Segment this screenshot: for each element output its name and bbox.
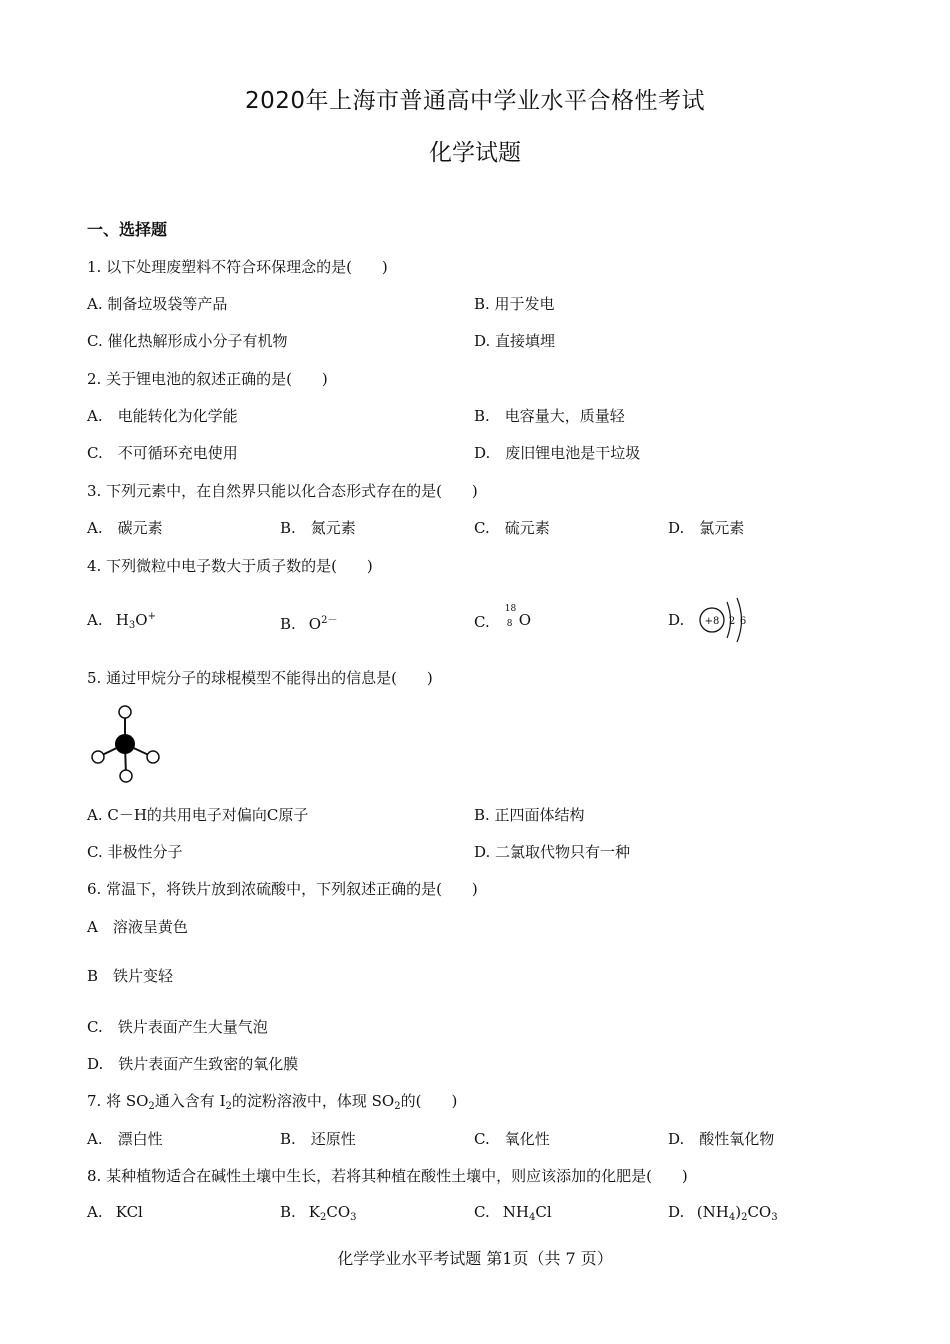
mass-number: 18 — [504, 604, 517, 614]
section-heading: 一、选择题 — [87, 220, 168, 239]
option-label: A. — [87, 1203, 103, 1221]
option-label: C. — [474, 1203, 490, 1221]
option-label: B. — [280, 615, 296, 633]
atom-structure-diagram — [696, 595, 752, 645]
question-2-option-d: D. 废旧锂电池是干垃圾 — [474, 444, 641, 462]
question-4-option-c — [474, 604, 539, 631]
question-6-option-c: C. 铁片表面产生大量气泡 — [87, 1018, 268, 1036]
question-8-stem: 8. 某种植物适合在碱性土壤中生长，若将其种植在酸性土壤中，则应该添加的化肥是( ) — [87, 1167, 688, 1185]
option-label: A. — [87, 611, 103, 629]
question-2-option-a: A. 电能转化为化学能 — [87, 407, 238, 425]
question-4-option-b — [280, 611, 337, 633]
question-2-option-b: B. 电容量大，质量轻 — [474, 407, 625, 425]
element-symbol: O — [518, 611, 532, 629]
option-label: D. — [668, 1203, 685, 1221]
question-6-stem: 6. 常温下，将铁片放到浓硫酸中，下列叙述正确的是( ) — [87, 880, 478, 898]
question-8-option-c — [474, 1203, 552, 1223]
option-label: D. — [668, 611, 685, 629]
formula-kcl: KCl — [115, 1203, 143, 1221]
option-label: C. — [474, 613, 490, 631]
question-1-stem: 1. 以下处理废塑料不符合环保理念的是( ) — [87, 258, 388, 276]
question-6-option-a: A 溶液呈黄色 — [87, 918, 188, 936]
formula-nh4cl: $NH_4Cl$ — [502, 1203, 552, 1223]
question-4-option-a — [87, 611, 156, 631]
page-subtitle: 化学试题 — [429, 140, 521, 166]
shell-1-electrons: 2 — [728, 616, 736, 627]
formula-h3o: $H_3O^+$ — [115, 611, 156, 631]
question-7-option-c: C. 氧化性 — [474, 1130, 550, 1148]
question-5-option-d: D. 二氯取代物只有一种 — [474, 843, 631, 861]
question-1-option-b: B. 用于发电 — [474, 295, 555, 313]
question-2-stem: 2. 关于锂电池的叙述正确的是( ) — [87, 370, 328, 388]
question-3-stem: 3. 下列元素中，在自然界只能以化合态形式存在的是( ) — [87, 482, 478, 500]
question-5-option-b: B. 正四面体结构 — [474, 806, 585, 824]
formula-k2co3: $K_2CO_3$ — [308, 1203, 357, 1223]
page-footer: 化学学业水平考试题 第1页（共 7 页） — [337, 1249, 613, 1268]
question-1-option-a: A. 制备垃圾袋等产品 — [87, 295, 228, 313]
nucleus-charge: +8 — [704, 616, 720, 627]
question-6-option-d: D. 铁片表面产生致密的氧化膜 — [87, 1055, 299, 1073]
formula-nh4-2co3: $(NH_4)_2CO_3$ — [696, 1203, 778, 1223]
page-title: 2020年上海市普通高中学业水平合格性考试 — [244, 88, 706, 114]
question-1-option-d: D. 直接填埋 — [474, 332, 556, 350]
question-7-option-a: A. 漂白性 — [87, 1130, 163, 1148]
question-3-option-d: D. 氯元素 — [668, 519, 745, 537]
question-8-option-a — [87, 1203, 143, 1221]
question-4-stem: 4. 下列微粒中电子数大于质子数的是( ) — [87, 557, 373, 575]
question-5-option-a: A. C－H的共用电子对偏向C原子 — [87, 806, 309, 824]
nuclide-o18 — [503, 604, 539, 631]
question-6-option-b: B 铁片变轻 — [87, 967, 174, 985]
question-2-option-c: C. 不可循环充电使用 — [87, 444, 238, 462]
question-3-option-c: C. 硫元素 — [474, 519, 550, 537]
question-8-option-d — [668, 1203, 778, 1223]
question-5-stem: 5. 通过甲烷分子的球棍模型不能得出的信息是( ) — [87, 669, 433, 687]
question-3-option-a: A. 碳元素 — [87, 519, 163, 537]
question-3-option-b: B. 氮元素 — [280, 519, 356, 537]
option-label: B. — [280, 1203, 296, 1221]
question-8-option-b — [280, 1203, 357, 1223]
question-7-option-d: D. 酸性氧化物 — [668, 1130, 775, 1148]
question-5-option-c: C. 非极性分子 — [87, 843, 183, 861]
methane-ball-stick-model — [86, 702, 166, 788]
formula-o2-ion: $O^{2-}$ — [308, 615, 338, 633]
question-1-option-c: C. 催化热解形成小分子有机物 — [87, 332, 288, 350]
question-7-stem: 7. 将 $SO_2$通入含有 $I_2$的淀粉溶液中，体现 $SO_2$的( ) — [87, 1092, 458, 1112]
shell-2-electrons: 6 — [739, 616, 747, 627]
question-4-option-d — [668, 611, 690, 629]
atomic-number: 8 — [506, 619, 513, 629]
question-7-option-b: B. 还原性 — [280, 1130, 356, 1148]
